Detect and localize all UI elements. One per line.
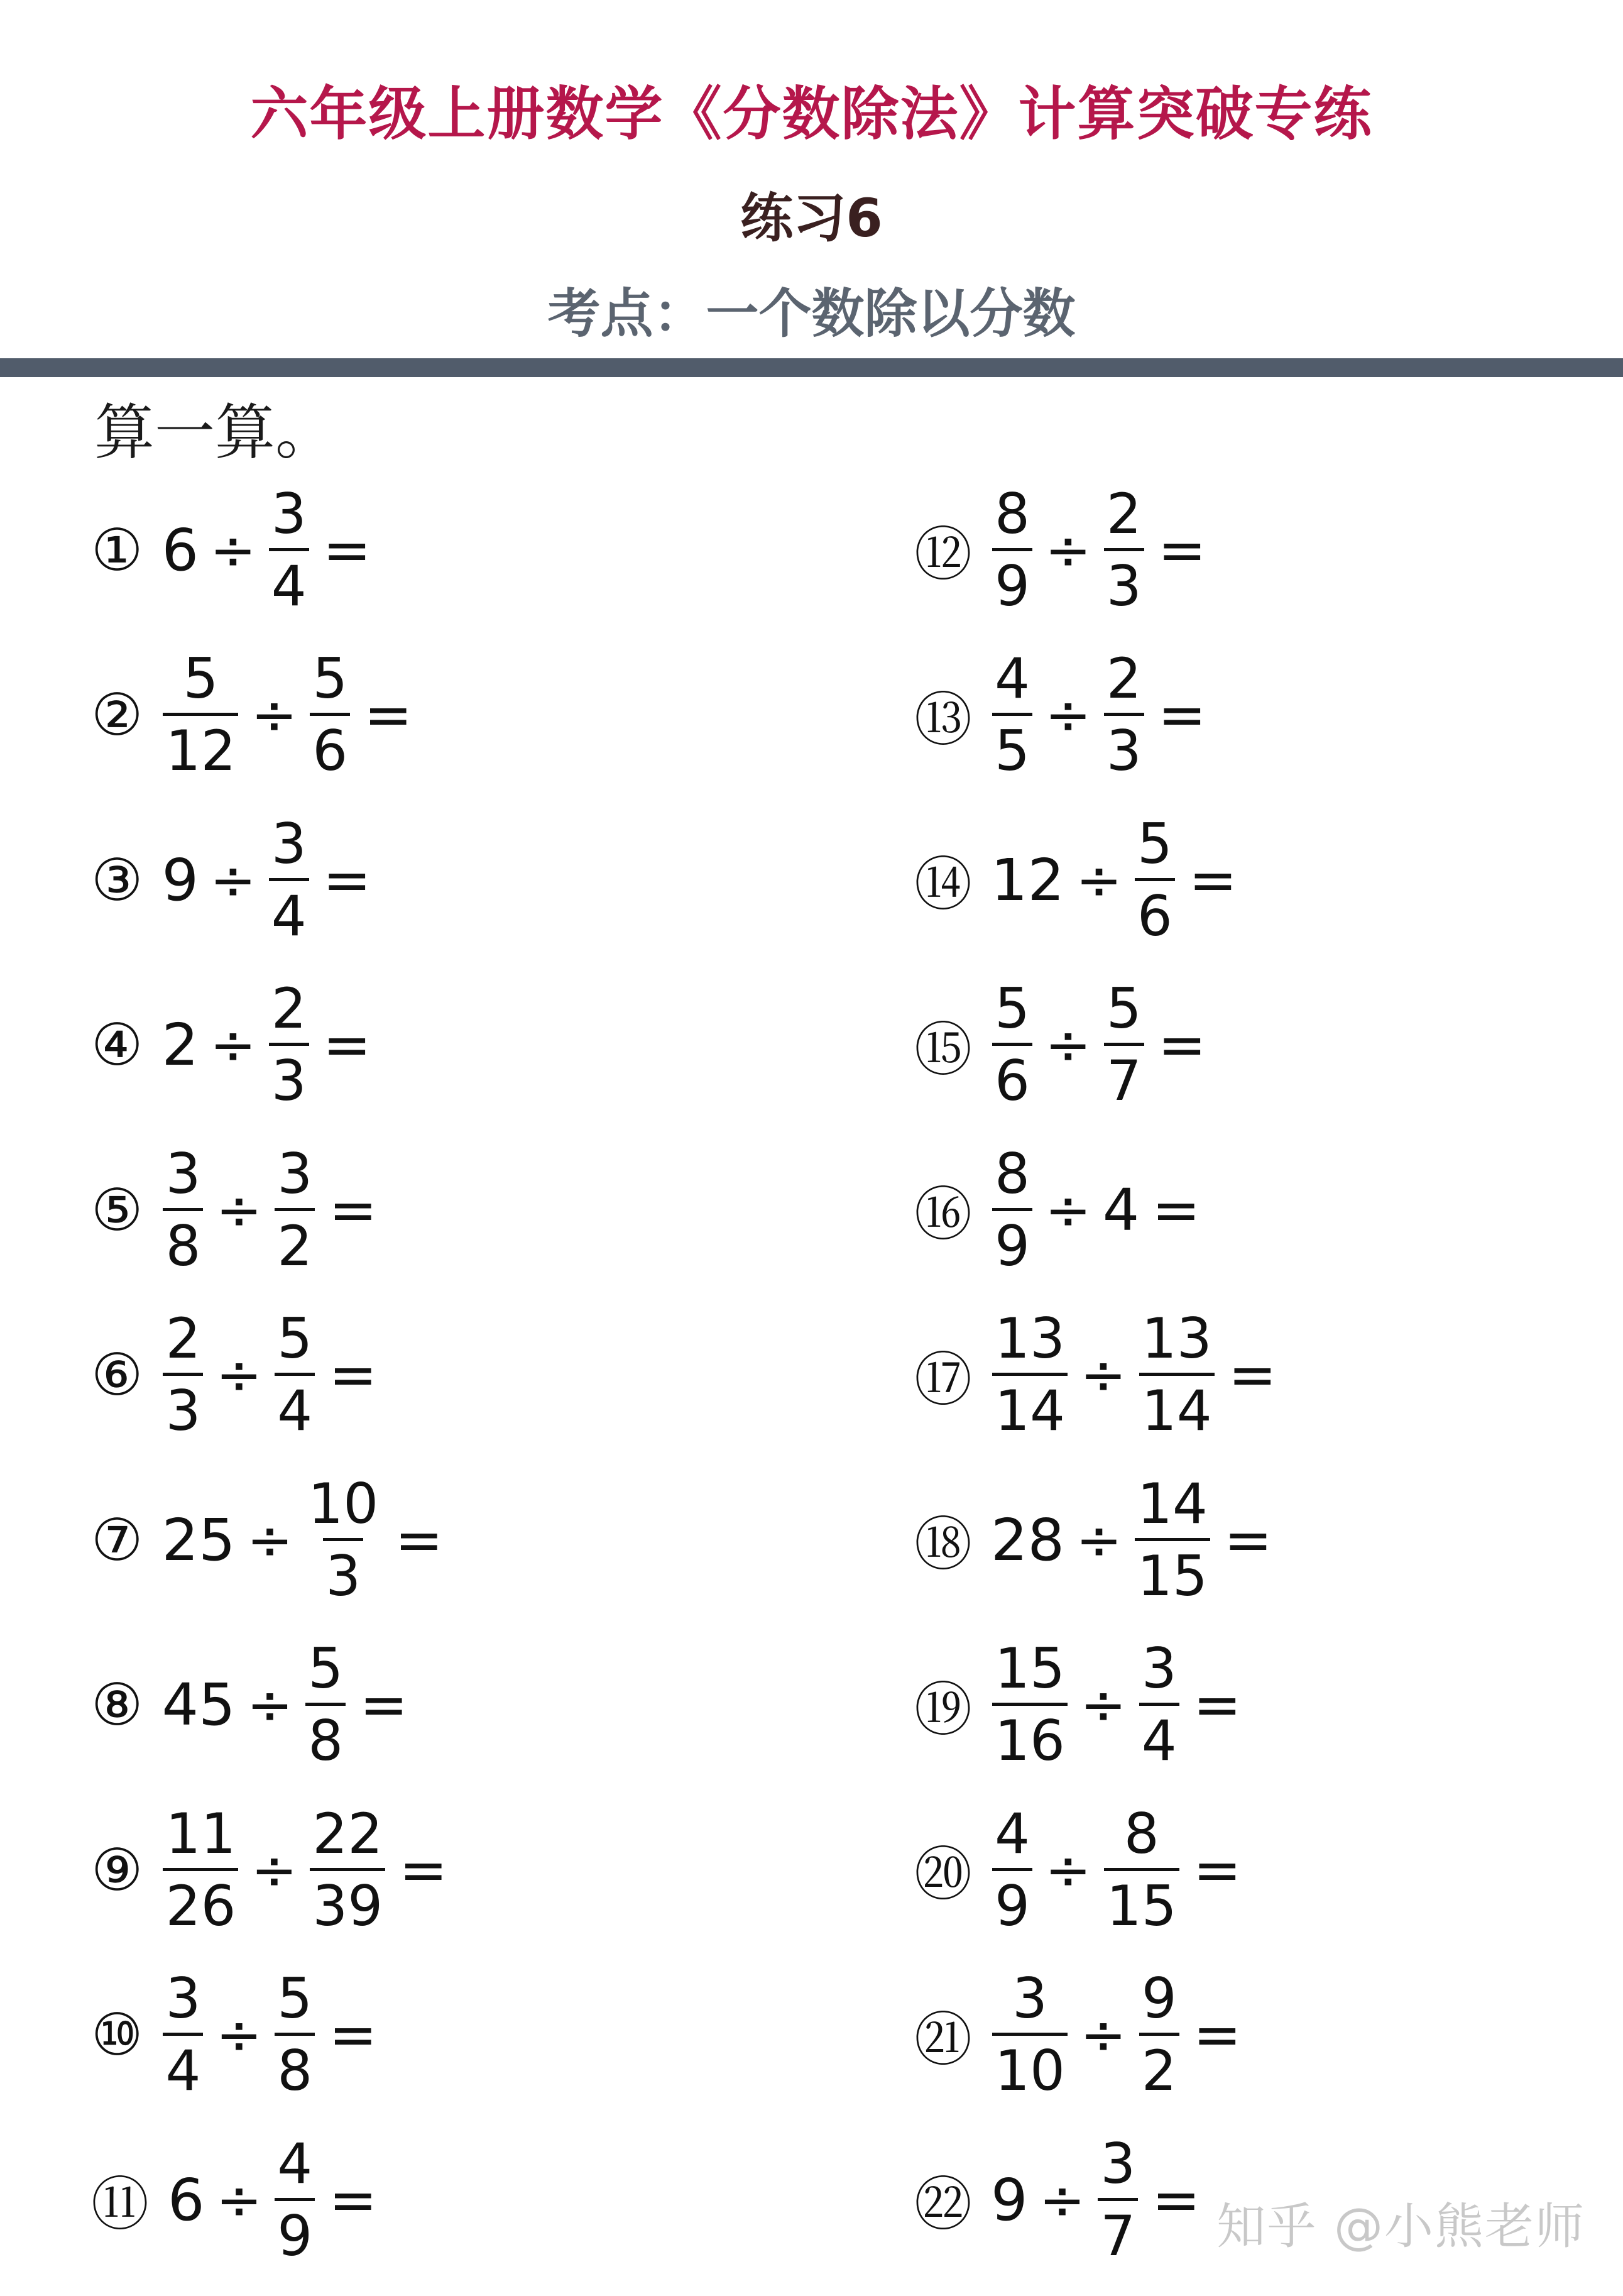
dividend-integer: 9 [991,2166,1028,2234]
equals-sign: = [1157,1011,1206,1079]
numerator: 5 [277,1306,313,1371]
equals-sign: = [1157,516,1206,584]
denominator: 3 [1104,548,1144,614]
divisor-fraction [1135,1471,1210,1608]
problem-number: ㉑ [914,2006,973,2074]
divisor-fraction [1104,1801,1179,1938]
divisor-fraction [1104,481,1144,618]
numerator: 2 [1106,481,1142,546]
dividend-fraction [163,1966,203,2103]
equals-sign: = [1188,846,1237,914]
equals-sign: = [329,2166,378,2234]
denominator: 8 [163,1208,203,1274]
divisor-fraction [1139,1966,1179,2103]
divisor-fraction [1098,2131,1138,2268]
problem-number: ④ [91,1011,143,1079]
numerator: 2 [1106,646,1142,711]
numerator: 3 [1012,1966,1047,2031]
numerator: 13 [995,1306,1065,1371]
problem-item [91,1141,378,1278]
divisor-fraction [310,1801,385,1938]
numerator: 14 [1137,1471,1208,1536]
denominator: 2 [275,1208,315,1274]
problem-number: ⑤ [91,1176,143,1244]
problem-item [914,1966,1242,2103]
divide-sign: ÷ [1080,1673,1127,1737]
problem-item [91,976,371,1113]
numerator: 8 [995,1141,1030,1206]
problem-number: ⑯ [914,1181,973,1248]
divisor-fraction [275,2131,315,2268]
problem-item [914,976,1206,1113]
denominator: 6 [310,713,350,779]
watermark: 知乎 @小熊老师 [1216,2199,1585,2255]
denominator: 9 [992,1208,1032,1274]
denominator: 7 [1104,1043,1144,1109]
problem-item [91,1306,378,1443]
problem-number: ⑫ [914,521,973,588]
dividend-fraction [163,1306,203,1443]
divide-sign: ÷ [251,683,298,747]
problem-number: ⑦ [91,1506,143,1574]
denominator: 16 [992,1703,1068,1769]
denominator: 9 [992,548,1032,614]
divisor-fraction [275,1141,315,1278]
divide-sign: ÷ [1045,1013,1091,1077]
denominator: 8 [305,1703,346,1769]
numerator: 5 [308,1636,344,1701]
equals-sign: = [395,1506,444,1574]
problem-number: ② [91,681,143,749]
divide-sign: ÷ [1080,2002,1127,2067]
numerator: 5 [312,646,348,711]
equals-sign: = [1157,681,1206,749]
divisor-fraction [1139,1636,1179,1773]
divide-sign: ÷ [216,1343,263,1407]
divisor-fraction [310,646,350,783]
problem-item [914,1801,1242,1938]
equals-sign: = [329,2001,378,2068]
divide-sign: ÷ [1076,1507,1122,1573]
dividend-fraction [992,481,1032,618]
numerator: 8 [995,481,1030,546]
divide-sign: ÷ [1045,1837,1091,1903]
divisor-fraction [1139,1306,1215,1443]
numerator: 4 [995,1801,1030,1866]
numerator: 22 [312,1801,383,1866]
dividend-integer: 45 [161,1671,236,1738]
divisor-fraction [305,1636,346,1773]
key-point: 考点：一个数除以分数 [547,283,1076,344]
equals-sign: = [322,846,371,914]
problem-number: ⑮ [914,1016,973,1084]
numerator: 9 [1141,1966,1177,2031]
denominator: 14 [1139,1373,1215,1439]
dividend-integer: 28 [991,1506,1065,1574]
divide-sign: ÷ [1076,847,1122,913]
equals-sign: = [322,516,371,584]
denominator: 5 [992,713,1032,779]
equals-sign: = [329,1176,378,1244]
divide-sign: ÷ [210,847,256,913]
numerator: 3 [271,811,307,876]
denominator: 4 [163,2033,203,2099]
denominator: 4 [275,1373,315,1439]
divide-sign: ÷ [251,1837,298,1903]
numerator: 10 [308,1471,379,1536]
denominator: 6 [992,1043,1032,1109]
problem-number: ③ [91,846,143,914]
equals-sign: = [399,1836,448,1904]
equals-sign: = [1228,1341,1277,1409]
denominator: 6 [1135,878,1175,944]
dividend-integer: 12 [991,846,1065,914]
problem-number: ⑥ [91,1341,143,1409]
denominator: 3 [323,1538,363,1604]
numerator: 4 [277,2131,313,2196]
numerator: 2 [271,976,307,1041]
problem-number: ⑧ [91,1671,143,1738]
numerator: 13 [1141,1306,1212,1371]
equals-sign: = [1193,2001,1242,2068]
denominator: 4 [269,878,309,944]
denominator: 2 [1139,2033,1179,2099]
numerator: 3 [1100,2131,1136,2196]
equals-sign: = [1152,2166,1201,2234]
equals-sign: = [329,1341,378,1409]
divisor-fraction [1104,976,1144,1113]
divide-sign: ÷ [216,2002,263,2067]
numerator: 11 [165,1801,236,1866]
problem-item [914,1471,1272,1608]
denominator: 3 [269,1043,309,1109]
divisor-fraction [305,1471,381,1608]
problem-item [91,811,371,948]
equals-sign: = [1193,1836,1242,1904]
equals-sign: = [364,681,413,749]
problem-item [914,2131,1201,2268]
problem-item [914,646,1206,783]
problem-number: ⑩ [91,2001,143,2068]
problem-item [914,1306,1277,1443]
dividend-fraction [992,1636,1068,1773]
divisor-fraction [269,811,309,948]
numerator: 3 [271,481,307,546]
dividend-fraction [992,976,1032,1113]
divisor-fraction [269,481,309,618]
problem-item [91,646,413,783]
denominator: 39 [310,1868,385,1934]
divide-sign: ÷ [1045,683,1091,747]
equals-sign: = [1193,1671,1242,1738]
dividend-fraction [992,646,1032,783]
numerator: 3 [277,1141,313,1206]
denominator: 10 [992,2033,1068,2099]
divide-sign: ÷ [216,2167,263,2233]
dividend-fraction [992,1966,1068,2103]
numerator: 8 [1123,1801,1159,1866]
problem-item [91,1801,448,1938]
dividend-integer: 9 [161,846,199,914]
divide-sign: ÷ [210,1013,256,1077]
divide-sign: ÷ [246,1507,293,1573]
denominator: 3 [1104,713,1144,779]
dividend-fraction [163,646,238,783]
numerator: 15 [995,1636,1065,1701]
equals-sign: = [1223,1506,1272,1574]
problem-number: ⑱ [914,1511,973,1578]
denominator: 9 [275,2198,315,2264]
dividend-fraction [992,1141,1032,1278]
denominator: 9 [992,1868,1032,1934]
problem-number: ⑳ [914,1841,973,1908]
problem-number: ⑭ [914,851,973,918]
numerator: 3 [165,1141,201,1206]
dividend-integer: 6 [161,516,199,584]
problem-item [914,481,1206,618]
problem-item [91,1636,408,1773]
problem-number: ⑨ [91,1836,143,1904]
denominator: 26 [163,1868,238,1934]
instruction: 算一算。 [94,397,336,468]
problem-number: ⑪ [91,2171,150,2238]
numerator: 5 [277,1966,313,2031]
dividend-fraction [992,1306,1068,1443]
problem-number: ㉒ [914,2171,973,2238]
denominator: 15 [1104,1868,1179,1934]
divide-sign: ÷ [216,1177,263,1243]
numerator: 3 [1141,1636,1177,1701]
problem-item [91,1966,378,2103]
problem-item [914,1141,1201,1278]
dividend-integer: 25 [161,1506,236,1574]
divide-sign: ÷ [246,1673,293,1737]
header-divider [0,358,1623,377]
dividend-integer: 2 [161,1011,199,1079]
numerator: 2 [165,1306,201,1371]
problem-number: ⑰ [914,1346,973,1414]
problem-item [91,1471,444,1608]
numerator: 5 [183,646,219,711]
numerator: 4 [995,646,1030,711]
worksheet-title: 六年级上册数学《分数除法》计算突破专练 [250,80,1373,148]
problem-number: ① [91,516,143,584]
exercise-number: 练习6 [740,187,883,249]
divide-sign: ÷ [1045,517,1091,583]
denominator: 8 [275,2033,315,2099]
problem-item [914,811,1237,948]
denominator: 4 [1139,1703,1179,1769]
denominator: 3 [163,1373,203,1439]
numerator: 5 [1106,976,1142,1041]
divisor-fraction [1104,646,1144,783]
denominator: 4 [269,548,309,614]
denominator: 14 [992,1373,1068,1439]
equals-sign: = [359,1671,408,1738]
divide-sign: ÷ [210,517,256,583]
numerator: 3 [165,1966,201,2031]
divisor-fraction [275,1966,315,2103]
dividend-fraction [163,1801,238,1938]
denominator: 15 [1135,1538,1210,1604]
divide-sign: ÷ [1045,1177,1091,1243]
dividend-fraction [992,1801,1032,1938]
denominator: 12 [163,713,238,779]
divide-sign: ÷ [1080,1343,1127,1407]
equals-sign: = [322,1011,371,1079]
divisor-fraction [275,1306,315,1443]
divide-sign: ÷ [1039,2167,1086,2233]
problem-item [91,2131,378,2268]
divisor-fraction [269,976,309,1113]
numerator: 5 [1137,811,1172,876]
divisor-integer: 4 [1102,1176,1140,1244]
problem-number: ⑬ [914,686,973,754]
dividend-integer: 6 [168,2166,205,2234]
problem-item [914,1636,1242,1773]
denominator: 7 [1098,2198,1138,2264]
problem-item [91,481,371,618]
problem-number: ⑲ [914,1676,973,1744]
numerator: 5 [995,976,1030,1041]
dividend-fraction [163,1141,203,1278]
equals-sign: = [1152,1176,1201,1244]
divisor-fraction [1135,811,1175,948]
